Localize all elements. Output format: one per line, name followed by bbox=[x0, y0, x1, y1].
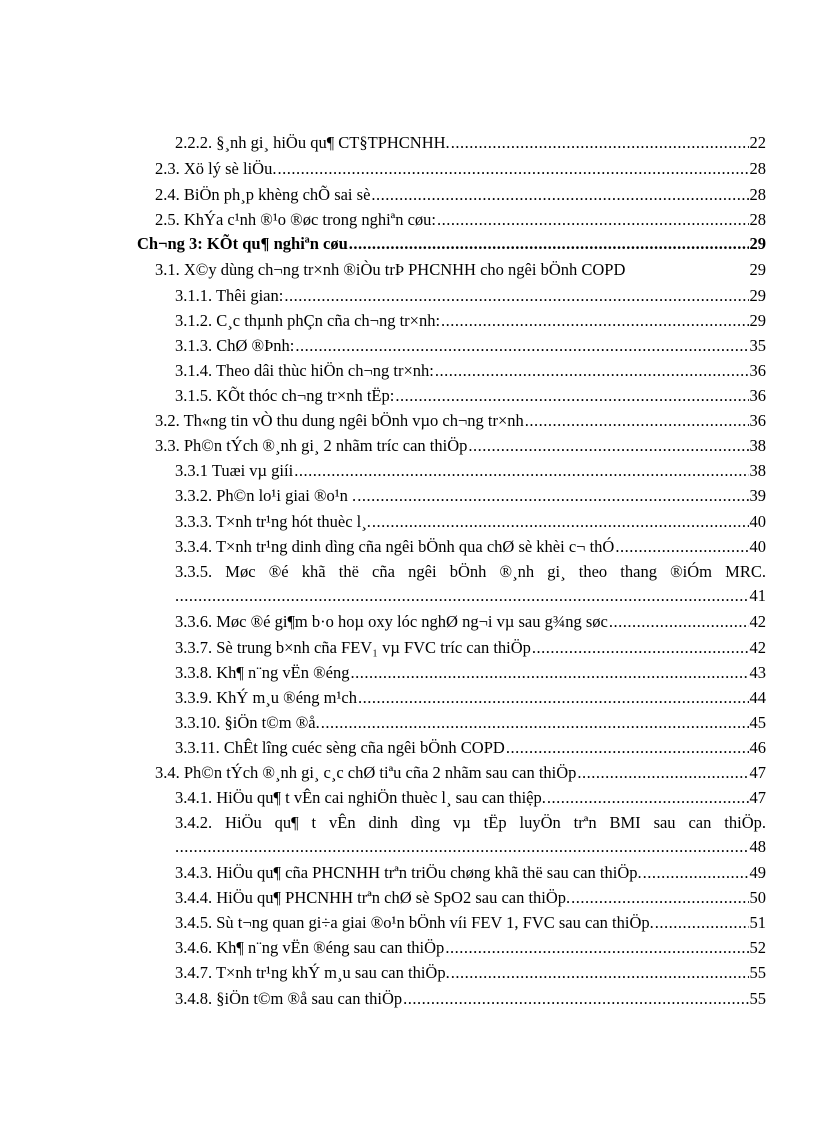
toc-entry[interactable] bbox=[155, 409, 766, 433]
leader-dots bbox=[532, 636, 749, 660]
leader-dots bbox=[441, 309, 748, 333]
leader-dots bbox=[358, 686, 749, 710]
toc-entry[interactable] bbox=[175, 987, 766, 1011]
leader-dots bbox=[571, 886, 748, 910]
toc-entry-title: 3.3.7. Sè trung b×nh cña FEV₁ vµ FVC tríc can thiÖp bbox=[175, 638, 531, 657]
toc-entry-page: 28 bbox=[749, 159, 766, 178]
leader-dots bbox=[371, 183, 748, 207]
toc-entry-page: 35 bbox=[749, 336, 766, 355]
leader-dots bbox=[615, 535, 748, 559]
toc-entry-title: 3.1. X©y dùng ch¬ng tr×nh ®iÒu trÞ PHCNHH cho ngêi bÖnh COPD bbox=[155, 260, 626, 279]
toc-entry-title: 3.3.6. Møc ®é gi¶m b·o hoµ oxy lóc nghØ ng¬i vµ sau g¾ng søc bbox=[175, 612, 608, 631]
toc-entry-page: 29 bbox=[749, 234, 766, 253]
toc-entry-page: 39 bbox=[749, 486, 766, 505]
toc-entry[interactable] bbox=[175, 961, 766, 985]
toc-entry-page: 38 bbox=[749, 461, 766, 480]
toc-entry[interactable] bbox=[175, 309, 766, 333]
toc-entry[interactable] bbox=[175, 886, 766, 910]
leader-dots bbox=[577, 761, 748, 785]
toc-entry-page: 51 bbox=[749, 913, 766, 932]
toc-entry-page: 36 bbox=[749, 386, 766, 405]
toc-entry-page: 41 bbox=[749, 586, 766, 605]
toc-entry-title: 3.1.5. KÕt thóc ch¬ng tr×nh tËp: bbox=[175, 386, 395, 405]
toc-entry-page: 42 bbox=[749, 612, 766, 631]
toc-entry-page: 50 bbox=[749, 888, 766, 907]
toc-entry-title: 3.3.3. T×nh tr¹ng hót thuèc l¸. bbox=[175, 512, 371, 531]
toc-entry-page: 29 bbox=[749, 311, 766, 330]
toc-entry-chapter[interactable] bbox=[137, 232, 766, 256]
toc-entry-page: 29 bbox=[749, 260, 766, 279]
toc-entry-title: 3.3.4. T×nh tr¹ng dinh dìng cña ngêi bÖnh qua chØ sè khèi c¬ thÓ bbox=[175, 537, 615, 556]
toc-entry[interactable] bbox=[175, 610, 766, 634]
toc-entry-leader-line bbox=[175, 584, 766, 608]
toc-entry[interactable] bbox=[175, 736, 766, 760]
toc-entry-page: 52 bbox=[749, 938, 766, 957]
leader-dots bbox=[437, 208, 748, 232]
toc-entry[interactable] bbox=[155, 157, 766, 181]
toc-entry[interactable] bbox=[175, 131, 766, 155]
leader-dots bbox=[609, 610, 749, 634]
toc-entry[interactable] bbox=[175, 359, 766, 383]
toc-entry-page: 55 bbox=[749, 963, 766, 982]
toc-entry[interactable] bbox=[175, 284, 766, 308]
toc-entry-page: 28 bbox=[749, 185, 766, 204]
toc-entry[interactable] bbox=[175, 560, 766, 608]
toc-entry[interactable] bbox=[155, 208, 766, 232]
toc-entry-title: 2.5. KhÝa c¹nh ®¹o ®øc trong nghiªn cøu: bbox=[155, 210, 437, 229]
toc-entry[interactable] bbox=[175, 459, 766, 483]
toc-entry[interactable] bbox=[155, 761, 766, 785]
leader-dots bbox=[445, 936, 748, 960]
toc-entry-page: 40 bbox=[749, 537, 766, 556]
leader-dots bbox=[321, 711, 749, 735]
toc-entry-title: 3.1.2. C¸c thµnh phÇn cña ch¬ng tr×nh: bbox=[175, 311, 441, 330]
leader-dots bbox=[295, 334, 748, 358]
toc-entry-page: 49 bbox=[749, 863, 766, 882]
toc-entry[interactable] bbox=[155, 183, 766, 207]
toc-entry[interactable] bbox=[175, 510, 766, 534]
leader-dots bbox=[403, 987, 748, 1011]
toc-entry-title: 3.3.5. Møc ®é khã thë cña ngêi bÖnh ®¸nh gi¸ theo thang ®iÓm MRC. bbox=[175, 562, 766, 581]
toc-entry-page: 42 bbox=[749, 638, 766, 657]
toc-entry-title: 3.2. Th«ng tin vÒ thu dung ngêi bÖnh vµo ch¬ng tr×nh bbox=[155, 411, 524, 430]
toc-entry[interactable] bbox=[175, 786, 766, 810]
toc-entry[interactable] bbox=[155, 258, 766, 282]
toc-entry[interactable] bbox=[175, 334, 766, 358]
toc-entry-title: Ch¬ng 3: KÕt qu¶ nghiªn cøu bbox=[137, 234, 348, 253]
toc-entry-title: 3.3.2. Ph©n lo¹i giai ®o¹n . bbox=[175, 486, 357, 505]
toc-entry-page: 46 bbox=[749, 738, 766, 757]
toc-entry-title: 2.2.2. §¸nh gi¸ hiÖu qu¶ CT§TPHCNHH. bbox=[175, 133, 450, 152]
leader-dots bbox=[525, 409, 749, 433]
leader-dots bbox=[451, 131, 749, 155]
toc-entry-title: 3.4.5. Sù t¬ng quan gi÷a giai ®o¹n bÖnh víi FEV 1, FVC sau can thiÖp. bbox=[175, 913, 654, 932]
toc-entry-page: 22 bbox=[749, 133, 766, 152]
toc-entry-title: 3.1.4. Theo dâi thùc hiÖn ch¬ng tr×nh: bbox=[175, 361, 434, 380]
toc-entry[interactable] bbox=[175, 711, 766, 735]
toc-entry[interactable] bbox=[175, 636, 766, 660]
toc-entry-title: 3.3. Ph©n tÝch ®¸nh gi¸ 2 nhãm tríc can thiÖp bbox=[155, 436, 468, 455]
toc-entry-page: 45 bbox=[749, 713, 766, 732]
toc-entry-page: 47 bbox=[749, 763, 766, 782]
toc-entry-title: 3.4.4. HiÖu qu¶ PHCNHH trªn chØ sè SpO2 sau can thiÖp. bbox=[175, 888, 571, 907]
toc-entry-page: 48 bbox=[749, 837, 766, 856]
toc-entry-leader-line bbox=[175, 835, 766, 859]
leader-dots bbox=[284, 284, 748, 308]
toc-entry-title: 3.4.1. HiÖu qu¶ t vÊn cai nghiÖn thuèc l¸ sau can thiệp. bbox=[175, 788, 546, 807]
toc-entry-title: 3.3.11. ChÊt lîng cuéc sèng cña ngêi bÖnh COPD bbox=[175, 738, 505, 757]
leader-dots bbox=[506, 736, 749, 760]
toc-entry-page: 29 bbox=[749, 286, 766, 305]
toc-entry-page: 40 bbox=[749, 512, 766, 531]
leader-dots bbox=[395, 384, 748, 408]
toc-entry-page: 28 bbox=[749, 210, 766, 229]
toc-entry-title: 2.3. Xö lý sè liÖu. bbox=[155, 159, 277, 178]
leader-dots bbox=[175, 584, 749, 608]
toc-entry-title: 3.4. Ph©n tÝch ®¸nh gi¸ c¸c chØ tiªu cña 2 nhãm sau can thiÖp bbox=[155, 763, 577, 782]
leader-dots bbox=[357, 484, 748, 508]
leader-dots bbox=[294, 459, 748, 483]
toc-entry[interactable] bbox=[175, 811, 766, 859]
toc-entry-title: 3.3.1 Tuæi vµ giíi bbox=[175, 461, 294, 480]
toc-entry[interactable] bbox=[175, 861, 766, 885]
toc-entry-title: 3.3.9. KhÝ m¸u ®éng m¹ch bbox=[175, 688, 357, 707]
toc-entry[interactable] bbox=[175, 535, 766, 559]
toc-entry-title: 3.4.6. Kh¶ n¨ng vËn ®éng sau can thiÖp bbox=[175, 938, 445, 957]
toc-entry-title: 3.3.10. §iÖn t©m ®å. bbox=[175, 713, 320, 732]
toc-entry[interactable] bbox=[155, 434, 766, 458]
leader-dots bbox=[350, 661, 748, 685]
toc-entry-page: 38 bbox=[749, 436, 766, 455]
toc-entry-title: 3.1.1. Thêi gian: bbox=[175, 286, 284, 305]
leader-dots bbox=[451, 961, 749, 985]
toc-entry-title: 3.3.8. Kh¶ n¨ng vËn ®éng bbox=[175, 663, 350, 682]
toc-entry[interactable] bbox=[175, 936, 766, 960]
leader-dots bbox=[277, 157, 748, 181]
toc-entry-page: 36 bbox=[749, 361, 766, 380]
leader-dots bbox=[547, 786, 749, 810]
leader-dots bbox=[655, 911, 749, 935]
toc-entry[interactable] bbox=[175, 661, 766, 685]
toc-entry[interactable] bbox=[175, 384, 766, 408]
toc-entry-page: 47 bbox=[749, 788, 766, 807]
leader-dots bbox=[643, 861, 749, 885]
toc-entry[interactable] bbox=[175, 686, 766, 710]
toc-entry-page: 36 bbox=[749, 411, 766, 430]
toc-entry-title: 3.4.3. HiÖu qu¶ cña PHCNHH trªn triÖu chøng khã thë sau can thiÖp. bbox=[175, 863, 642, 882]
toc-entry-title: 3.4.7. T×nh tr¹ng khÝ m¸u sau can thiÖp. bbox=[175, 963, 450, 982]
toc-entry[interactable] bbox=[175, 911, 766, 935]
toc-entry-page: 55 bbox=[749, 989, 766, 1008]
leader-dots bbox=[372, 510, 749, 534]
toc-entry-title: 3.4.2. HiÖu qu¶ t vÊn dinh dìng vµ tËp luyÖn trªn BMI sau can thiÖp. bbox=[175, 813, 766, 832]
leader-dots bbox=[468, 434, 748, 458]
toc-entry-title: 2.4. BiÖn ph¸p khèng chÕ sai sè bbox=[155, 185, 371, 204]
toc-entry-title: 3.1.3. ChØ ®Þnh: bbox=[175, 336, 295, 355]
toc-entry-page: 44 bbox=[749, 688, 766, 707]
leader-dots bbox=[435, 359, 749, 383]
toc-entry[interactable] bbox=[175, 484, 766, 508]
leader-dots bbox=[175, 835, 749, 859]
toc-entry-title: 3.4.8. §iÖn t©m ®å sau can thiÖp bbox=[175, 989, 403, 1008]
toc-entry-page: 43 bbox=[749, 663, 766, 682]
leader-dots bbox=[349, 232, 749, 256]
